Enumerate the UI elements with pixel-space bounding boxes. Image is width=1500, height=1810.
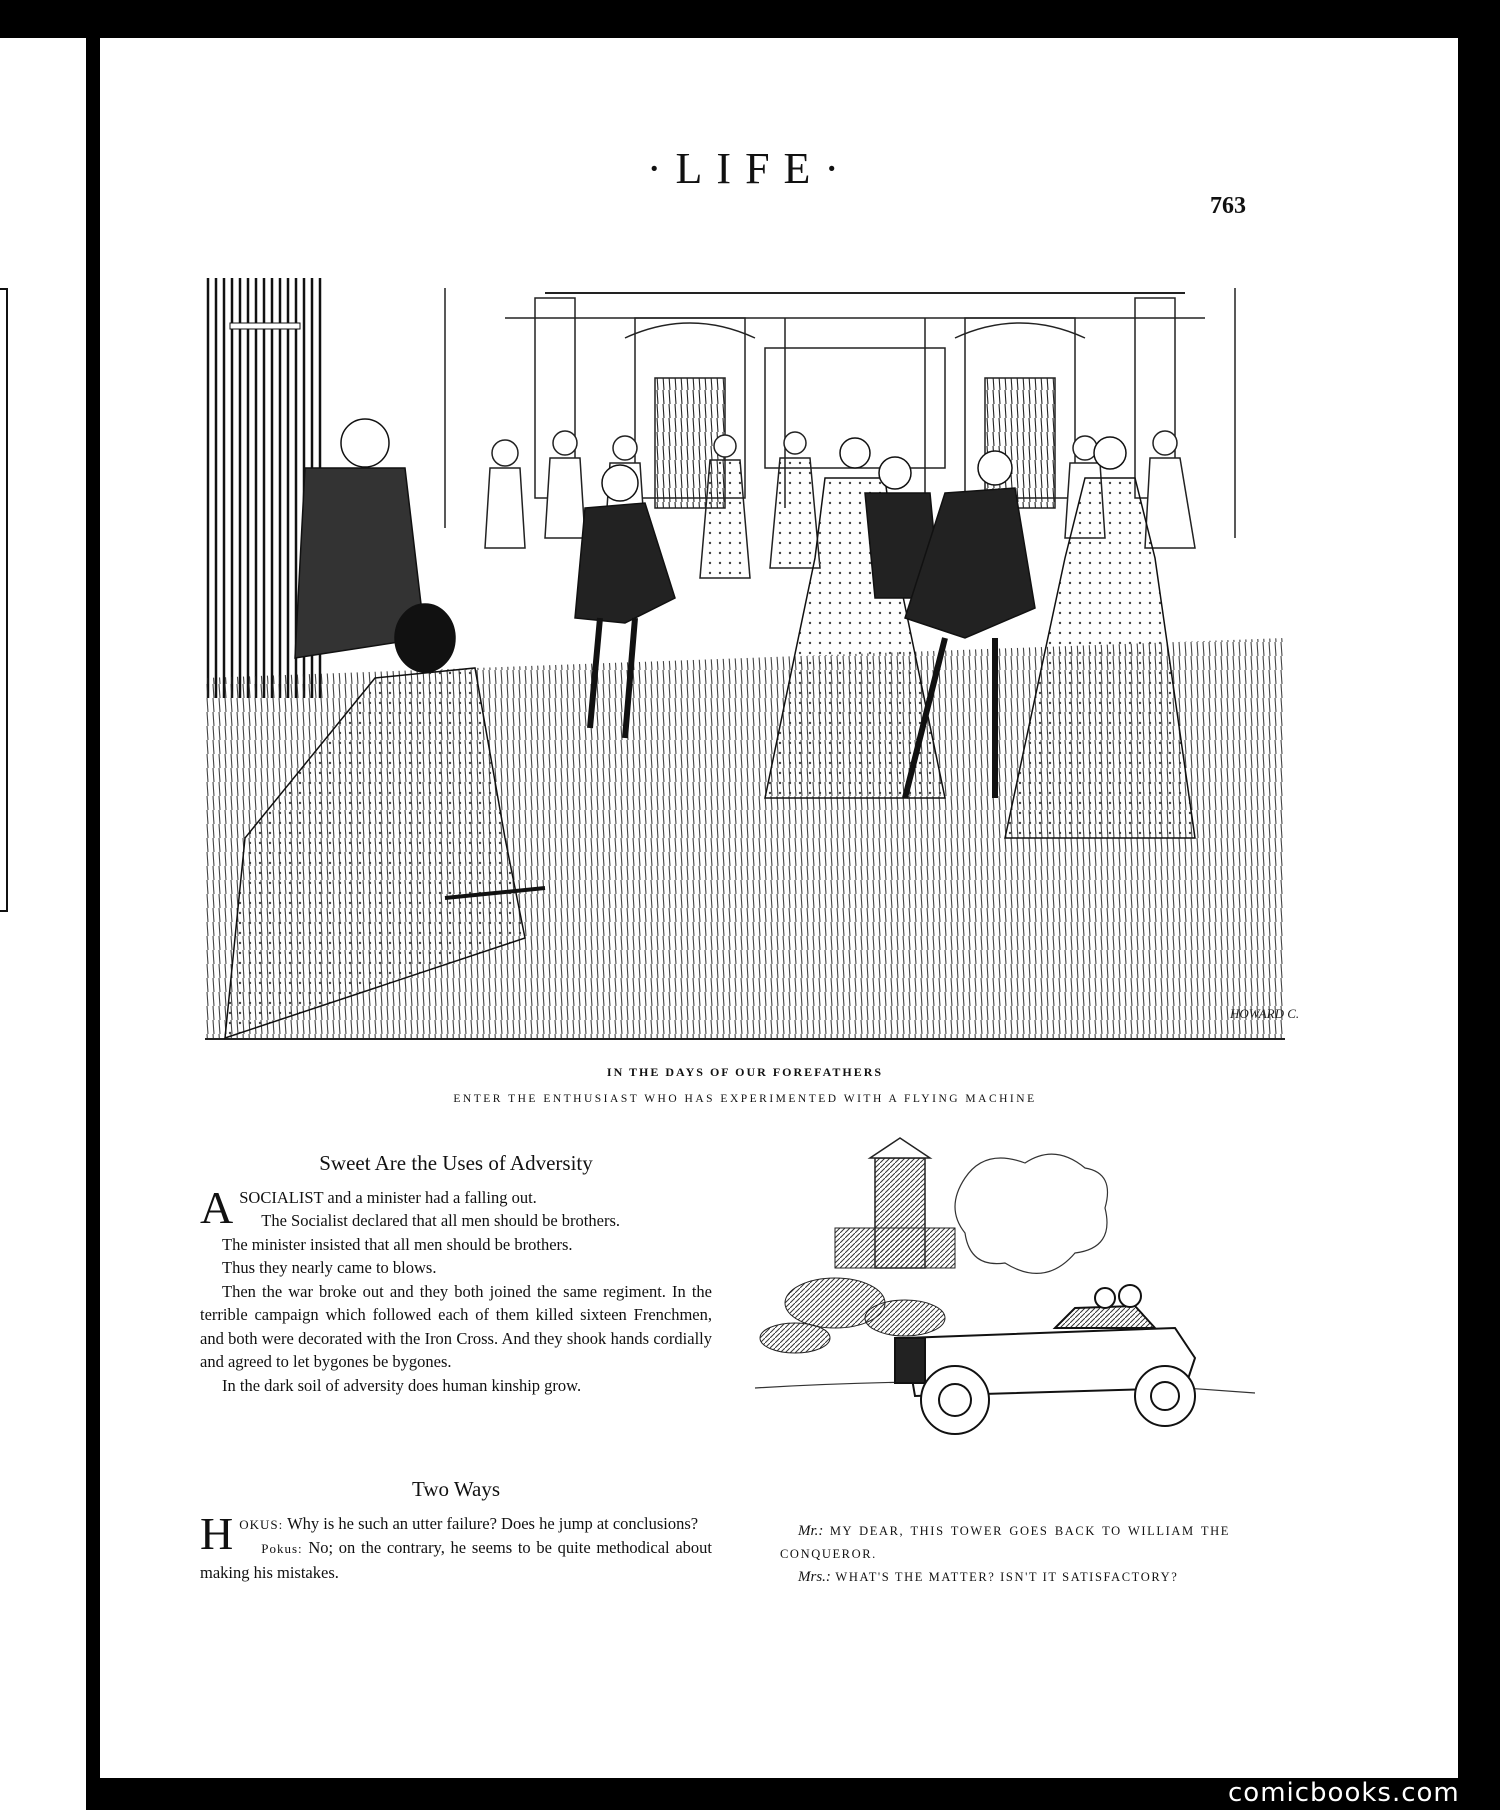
article-title: Two Ways (411, 1477, 501, 1501)
running-title: ·LIFE· (646, 144, 854, 193)
article-paragraph: In the dark soil of adversity does human kinship grow. (222, 1375, 582, 1395)
article-paragraph: Then the war broke out and they both joined the same regiment. In the terrible campaign which followed each of them killed sixteen Frenchmen, and both were decorated with the Iron Cross. And they shook hands cordially and agreed to let bygones be bygones. (200, 1281, 712, 1371)
article-paragraph: The Socialist declared that all men should be brothers. (261, 1211, 621, 1230)
article-title: Sweet Are the Uses of Adversity (319, 1151, 593, 1175)
dialogue-text: No; on the contrary, he seems to be quite methodical about making his mistakes. (200, 1538, 712, 1582)
speaker-hokus: OKUS: (239, 1516, 284, 1532)
article-sweet-uses (200, 1152, 712, 1397)
caption-text: MY DEAR, THIS TOWER GOES BACK TO WILLIAM THE CONQUEROR. (780, 1524, 1230, 1561)
drop-cap: H (200, 1507, 234, 1559)
left-page-panel-border (0, 288, 8, 912)
cartoon-caption-subtitle: ENTER THE ENTHUSIAST WHO HAS EXPERIMENTED WITH A FLYING MACHINE (453, 1093, 1037, 1105)
motorcar-drawing (755, 1138, 1255, 1483)
left-page-edge (0, 38, 86, 1810)
speaker-mrs: Mrs.: (798, 1569, 831, 1585)
car-cartoon-caption (780, 1520, 1230, 1589)
article-two-ways (200, 1478, 712, 1584)
ballroom-drawing (205, 278, 1300, 1038)
article-paragraph: Thus they nearly came to blows. (222, 1258, 437, 1277)
caption-line-mr (780, 1520, 1230, 1566)
article-first-line: SOCIALIST and a minister had a falling out. (239, 1187, 537, 1207)
page-gutter (86, 0, 100, 1810)
dialogue-text: Why is he such an utter failure? Does he jump at conclusions? (287, 1513, 699, 1533)
right-margin (1458, 0, 1500, 1810)
ballroom-illustration (205, 278, 1300, 1040)
cartoon-caption-title: IN THE DAYS OF OUR FOREFATHERS (606, 1065, 884, 1079)
artist-signature: HOWARD C. (1230, 1006, 1300, 1021)
dialogue-line-2 (200, 1536, 712, 1584)
drop-cap: A (200, 1181, 234, 1233)
article-paragraph: The minister insisted that all men should be brothers. (222, 1234, 573, 1254)
speaker-pokus: Pokus: (261, 1541, 303, 1556)
speaker-mr: Mr.: (798, 1523, 824, 1539)
motorcar-illustration (755, 1138, 1255, 1483)
caption-line-mrs (780, 1566, 1230, 1589)
caption-text: WHAT'S THE MATTER? ISN'T IT SATISFACTORY? (835, 1570, 1179, 1584)
source-watermark: comicbooks.com (1228, 1778, 1460, 1808)
page-number: 763 (1210, 193, 1246, 219)
